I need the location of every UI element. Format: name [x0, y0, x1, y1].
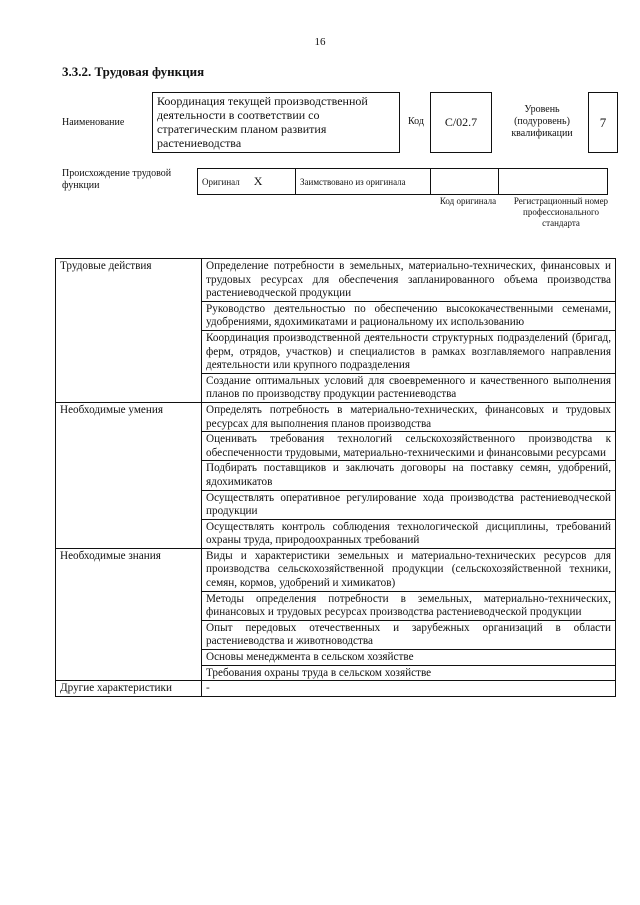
code-original-label: Код оригинала	[439, 196, 497, 206]
code-original-cell	[431, 169, 499, 195]
category-cell: Необходимые умения	[56, 402, 202, 548]
section-title: 3.3.2. Трудовая функция	[62, 64, 205, 79]
item-cell: Требования охраны труда в сельском хозяйстве	[202, 665, 616, 681]
item-cell: Определение потребности в земельных, материально-технических, финансовых и трудовых ресурсах для обеспечения запланированного объема производства растениеводческой продукции	[202, 259, 616, 302]
item-cell: Подбирать поставщиков и заключать договоры на поставку семян, удобрений, ядохимикатов	[202, 461, 616, 490]
level-box	[588, 92, 618, 153]
table-row	[56, 402, 616, 431]
category-cell: Трудовые действия	[56, 259, 202, 403]
function-name: Координация текущей производственной деятельности в соответствии со стратегическим планом развития растениеводства	[157, 94, 368, 150]
item-cell: Виды и характеристики земельных и материально-технических ресурсов для производства сельскохозяйственной продукции (сельскохозяйственной техники, семян, кормов, удобрений и химикатов)	[202, 548, 616, 591]
original-label: Оригинал	[202, 177, 240, 187]
borrowed-cell	[296, 169, 431, 195]
item-cell: Опыт передовых отечественных и зарубежных организаций в области растениеводства и животноводства	[202, 620, 616, 649]
borrowed-label: Заимствовано из оригинала	[300, 176, 406, 187]
item-cell: Координация производственной деятельности структурных подразделений (бригад, ферм, отрядов, участков) и специалистов в рамках возглавляемого направления деятельности или крупного подразделения	[202, 330, 616, 373]
table-row	[56, 259, 616, 302]
level-label: Уровень (подуровень) квалификации	[511, 104, 573, 139]
origin-table	[197, 168, 608, 195]
original-mark: X	[253, 174, 263, 188]
code-box	[430, 92, 492, 153]
code-value: C/02.7	[444, 115, 478, 129]
table-row	[56, 681, 616, 697]
item-cell: Руководство деятельностью по обеспечению высококачественными семенами, удобрениями, ядохимикатами и рациональному их использованию	[202, 301, 616, 330]
page-number: 16	[314, 36, 326, 48]
level-value: 7	[599, 114, 607, 130]
origin-label: Происхождение трудовой функции	[62, 168, 172, 191]
table-row	[56, 548, 616, 591]
reg-number-label: Регистрационный номер профессионального стандарта	[513, 196, 609, 228]
category-cell: Другие характеристики	[56, 681, 202, 697]
code-label: Код	[408, 116, 424, 127]
reg-number-cell	[499, 169, 608, 195]
name-label: Наименование	[62, 117, 125, 128]
item-cell: Основы менеджмента в сельском хозяйстве	[202, 650, 616, 666]
item-cell: Методы определения потребности в земельных, материально-технических, финансовых и трудовых ресурсах производства растениеводческой продукции	[202, 591, 616, 620]
item-cell: Осуществлять контроль соблюдения технологической дисциплины, требований охраны труда, природоохранных требований	[202, 519, 616, 548]
item-cell: Создание оптимальных условий для своевременного и качественного выполнения планов по производству продукции растениеводства	[202, 373, 616, 402]
category-cell: Необходимые знания	[56, 548, 202, 680]
item-cell: Определять потребность в материально-технических, финансовых и трудовых ресурсах для выполнения планов производства	[202, 402, 616, 431]
item-cell: Осуществлять оперативное регулирование хода производства растениеводческой продукции	[202, 490, 616, 519]
item-cell: Оценивать требования технологий сельскохозяйственного производства к обеспеченности трудовыми, материально-техническими и финансовыми ресурсами	[202, 432, 616, 461]
original-cell	[198, 169, 296, 195]
item-cell: -	[202, 681, 616, 697]
function-details-table	[55, 258, 616, 697]
function-name-box	[152, 92, 400, 153]
